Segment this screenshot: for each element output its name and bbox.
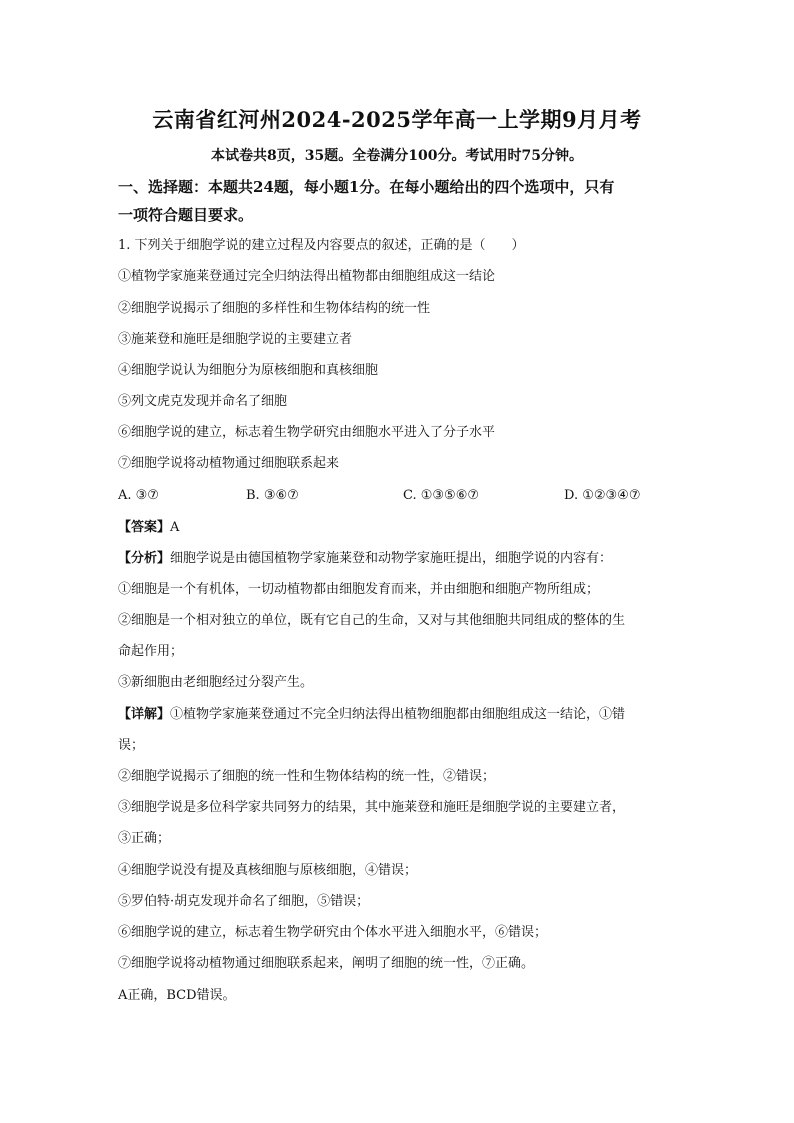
analysis-tag: 【分析】 <box>118 551 171 566</box>
option-b: B. ③⑥⑦ <box>246 488 299 503</box>
statement-4: ④细胞学说认为细胞分为原核细胞和真核细胞 <box>118 363 379 378</box>
analysis-point-1: ①细胞是一个有机体，一切动植物都由细胞发育而来，并由细胞和细胞产物所组成； <box>118 582 600 597</box>
detail-line <box>118 706 625 724</box>
detail-line-7: ⑥细胞学说的建立，标志着生物学研究由个体水平进入细胞水平，⑥错误； <box>118 925 548 940</box>
detail-conclusion: A正确，BCD错误。 <box>118 988 236 1003</box>
page-title: 云南省红河州2024-2025学年高一上学期9月月考 <box>152 107 642 132</box>
detail-first: ①植物学家施莱登通过不完全归纳法得出植物细胞都由细胞组成这一结论，①错 <box>170 707 626 722</box>
statement-6: ⑥细胞学说的建立，标志着生物学研究由细胞水平进入了分子水平 <box>118 425 496 440</box>
statement-2: ②细胞学说揭示了细胞的多样性和生物体结构的统一性 <box>118 301 431 316</box>
analysis-text: 细胞学说是由德国植物学家施莱登和动物学家施旺提出，细胞学说的内容有： <box>170 551 613 566</box>
section-heading-line-2: 一项符合题目要求。 <box>118 206 254 224</box>
answer-tag: 【答案】 <box>118 520 171 535</box>
section-heading-line-1: 一、选择题：本题共24题，每小题1分。在每小题给出的四个选项中，只有 <box>118 178 615 196</box>
option-a: A. ③⑦ <box>118 488 159 503</box>
detail-line-8: ⑦细胞学说将动植物通过细胞联系起来，阐明了细胞的统一性，⑦正确。 <box>118 956 535 971</box>
detail-line-2: ②细胞学说揭示了细胞的统一性和生物体结构的统一性，②错误； <box>118 769 496 784</box>
detail-line-4: ③正确； <box>118 831 171 846</box>
option-d: D. ①②③④⑦ <box>564 488 641 503</box>
statement-3: ③施莱登和施旺是细胞学说的主要建立者 <box>118 332 353 347</box>
analysis-point-2-cont: 命起作用； <box>118 644 184 659</box>
detail-line-3: ③细胞学说是多位科学家共同努力的结果，其中施莱登和施旺是细胞学说的主要建立者， <box>118 800 626 815</box>
detail-line-6: ⑤罗伯特·胡克发现并命名了细胞，⑤错误； <box>118 894 370 909</box>
analysis-point-3: ③新细胞由老细胞经过分裂产生。 <box>118 675 314 690</box>
analysis-line <box>118 550 612 568</box>
answer-line <box>118 519 179 537</box>
statement-7: ⑦细胞学说将动植物通过细胞联系起来 <box>118 456 340 471</box>
question-stem: 1. 下列关于细胞学说的建立过程及内容要点的叙述，正确的是（ ） <box>118 238 525 253</box>
answer-value: A <box>170 520 180 535</box>
statement-5: ⑤列文虎克发现并命名了细胞 <box>118 394 288 409</box>
statement-1: ①植物学家施莱登通过完全归纳法得出植物都由细胞组成这一结论 <box>118 269 496 284</box>
detail-tag: 【详解】 <box>118 707 171 722</box>
exam-info: 本试卷共8页，35题。全卷满分100分。考试用时75分钟。 <box>211 148 583 164</box>
option-c: C. ①③⑤⑥⑦ <box>403 488 480 503</box>
analysis-point-2: ②细胞是一个相对独立的单位，既有它自己的生命，又对与其他细胞共同组成的整体的生 <box>118 613 626 628</box>
detail-line-1: 误； <box>118 738 145 753</box>
detail-line-5: ④细胞学说没有提及真核细胞与原核细胞，④错误； <box>118 863 418 878</box>
